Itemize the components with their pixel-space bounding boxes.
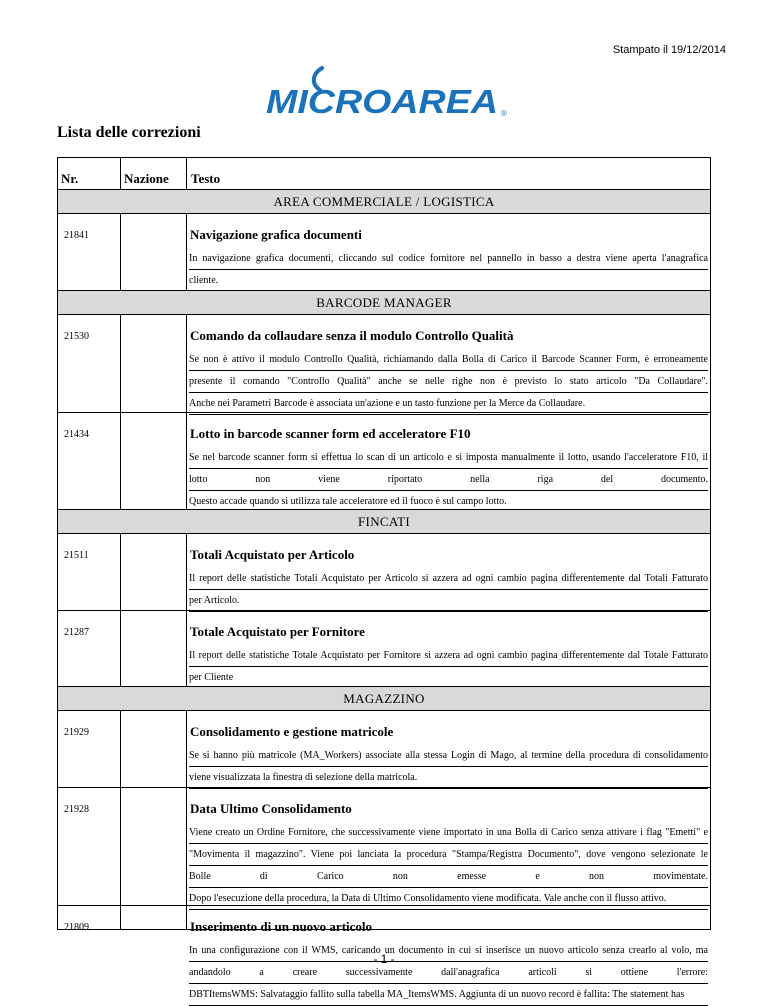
svg-text:MICROAREA: MICROAREA (266, 83, 498, 120)
description-line: cliente. (189, 270, 708, 292)
table-row (58, 610, 710, 687)
description-line: Anche nei Parametri Barcode è associata un'azione e un tasto funzione per la Merce da Collaudare. (189, 393, 708, 415)
correction-number: 21287 (64, 627, 89, 638)
svg-text:®: ® (501, 109, 507, 118)
page-title: Lista delle correzioni (57, 124, 201, 141)
correction-number: 21929 (64, 727, 89, 738)
column-header-nazione: Nazione (124, 171, 169, 186)
correction-description (189, 745, 708, 789)
correction-number: 21809 (64, 922, 89, 933)
correction-title: Navigazione grafica documenti (190, 227, 362, 242)
correction-description (189, 645, 708, 689)
corrections-table (57, 157, 711, 1000)
correction-title: Comando da collaudare senza il modulo Controllo Qualità (190, 328, 514, 343)
table-row (58, 214, 710, 290)
description-line: Viene creato un Ordine Fornitore, che successivamente viene importato in una Bolla di Carico senza attivare i flag "Emetti" e (189, 822, 708, 844)
description-line: presente il comando "Controllo Qualità" anche se nelle righe non è previsto lo stato articolo "Da Collaudare". (189, 371, 708, 393)
table-header (58, 158, 710, 189)
description-line: Se si hanno più matricole (MA_Workers) associate alla stessa Login di Mago, al termine della procedura di consolidamento (189, 745, 708, 767)
description-line: "Movimenta il magazzino". Viene poi lanciata la procedura "Stampa/Registra Documento", dove vengono selezionate le (189, 844, 708, 866)
correction-description (189, 568, 708, 612)
correction-description (189, 447, 708, 513)
description-line: per Cliente (189, 667, 708, 689)
table-row (58, 711, 710, 787)
correction-description (189, 248, 708, 292)
print-date: Stampato il 19/12/2014 (612, 44, 726, 56)
correction-description (189, 349, 708, 415)
description-line: Il report delle statistiche Totale Acquistato per Fornitore si azzera ad ogni cambio pagina differentemente dal Totale Fatturato (189, 645, 708, 667)
correction-number: 21511 (64, 550, 89, 561)
description-line: per Articolo. (189, 590, 708, 612)
correction-title: Inserimento di un nuovo articolo (190, 919, 373, 934)
correction-title: Totale Acquistato per Fornitore (190, 624, 365, 639)
description-line: andandolo a creare successivamente dall'anagrafica articoli si ottiene l'errore: (189, 962, 708, 984)
description-line: lotto non viene riportato nella riga del documento. (189, 469, 708, 491)
correction-description (189, 940, 708, 1006)
description-line: Se non è attivo il modulo Controllo Qualità, richiamando dalla Bolla di Carico il Barcode Scanner Form, è erroneamente (189, 349, 708, 371)
correction-number: 21434 (64, 429, 89, 440)
column-header-testo: Testo (191, 171, 221, 186)
correction-description (189, 822, 708, 910)
description-line: Bolle di Carico non emesse e non movimentate. (189, 866, 708, 888)
microarea-logo (264, 66, 514, 120)
table-row (58, 787, 710, 906)
description-line: DBTItemsWMS: Salvataggio fallito sulla tabella MA_ItemsWMS. Aggiunta di un nuovo record è fallita: The statement has (189, 984, 708, 1006)
correction-number: 21530 (64, 331, 89, 342)
correction-title: Lotto in barcode scanner form ed acceleratore F10 (190, 426, 471, 441)
section-header: BARCODE MANAGER (58, 290, 710, 315)
correction-title: Totali Acquistato per Articolo (190, 547, 355, 562)
section-header: AREA COMMERCIALE / LOGISTICA (58, 189, 710, 214)
page-number: - 1 - (373, 952, 395, 966)
section-header: MAGAZZINO (58, 686, 710, 711)
description-line: In una configurazione con il WMS, caricando un documento in cui si inserisce un nuovo articolo senza crearlo al volo, ma (189, 940, 708, 962)
correction-number: 21928 (64, 804, 89, 815)
correction-title: Data Ultimo Consolidamento (190, 801, 352, 816)
description-line: Dopo l'esecuzione della procedura, la Data di Ultimo Consolidamento viene modificata. Vale anche con il flusso attivo. (189, 888, 708, 910)
table-row (58, 315, 710, 412)
description-line: In navigazione grafica documenti, cliccando sul codice fornitore nel pannello in basso a destra viene aperta l'anagrafica (189, 248, 708, 270)
correction-title: Consolidamento e gestione matricole (190, 724, 394, 739)
correction-number: 21841 (64, 230, 89, 241)
section-header: FINCATI (58, 509, 710, 534)
column-header-nr: Nr. (61, 171, 79, 186)
table-row (58, 412, 710, 510)
description-line: viene visualizzata la finestra di selezione della matricola. (189, 767, 708, 789)
description-line: Se nel barcode scanner form si effettua lo scan di un articolo e si imposta manualmente il lotto, usando l'acceleratore F10, il (189, 447, 708, 469)
table-row (58, 534, 710, 610)
description-line: Il report delle statistiche Totali Acquistato per Articolo si azzera ad ogni cambio pagina differentemente dal Totali Fatturato (189, 568, 708, 590)
description-line: Questo accade quando si utilizza tale acceleratore ed il fuoco è sul campo lotto. (189, 491, 708, 513)
